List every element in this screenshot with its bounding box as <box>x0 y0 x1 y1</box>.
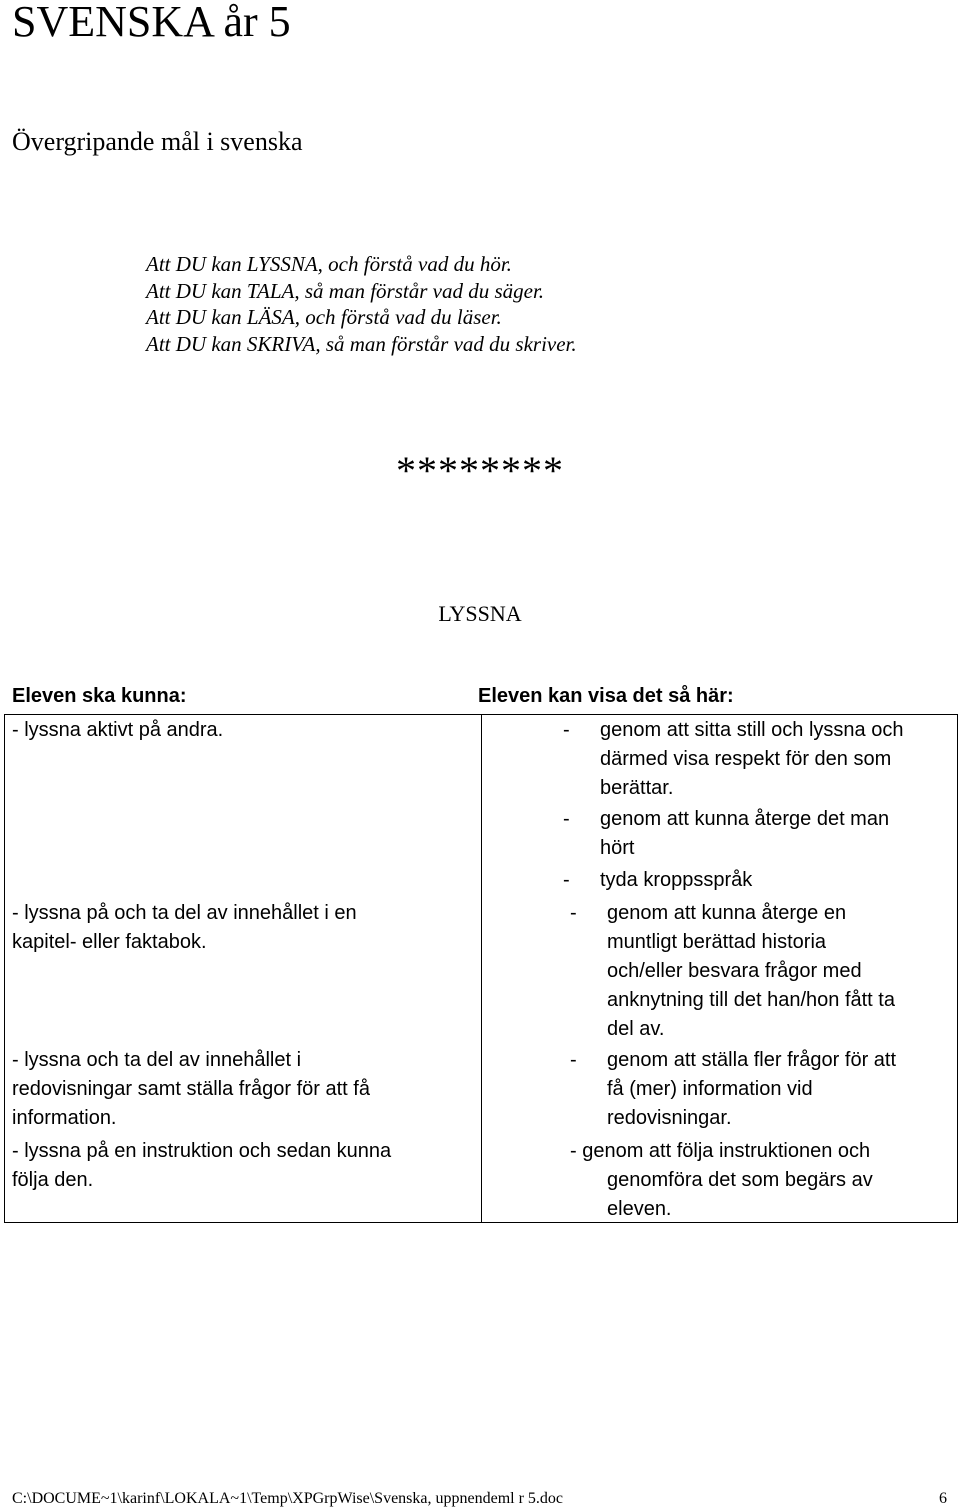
table-left-cell: - lyssna aktivt på andra. <box>12 719 224 741</box>
document-subtitle: Övergripande mål i svenska <box>12 127 303 156</box>
separator-stars: ******** <box>396 448 564 493</box>
goal-read: Att DU kan LÄSA, och förstå vad du läser. <box>146 305 502 330</box>
column-header-right: Eleven kan visa det så här: <box>478 685 734 707</box>
document-title: SVENSKA år 5 <box>12 0 291 46</box>
goal-write: Att DU kan SKRIVA, så man förstår vad du skriver. <box>146 332 577 357</box>
goal-speak: Att DU kan TALA, så man förstår vad du säger. <box>146 278 545 303</box>
table-left-cell: - lyssna och ta del av innehållet i redovisningar samt ställa frågor för att få information. <box>12 1049 370 1129</box>
footer-file-path: C:\DOCUME~1\karinf\LOKALA~1\Temp\XPGrpWise\Svenska, uppnendeml r 5.doc <box>12 1490 564 1507</box>
footer-page-number: 6 <box>939 1490 947 1507</box>
goals-list <box>146 251 577 358</box>
table-left-cell: - lyssna på och ta del av innehållet i en kapitel- eller faktabok. <box>12 902 357 953</box>
section-title: LYSSNA <box>438 601 522 626</box>
goals-table: - lyssna aktivt på andra. - lyssna på och ta del av innehållet i en kapitel- eller faktabok. - lyssna och ta del av innehållet i redovisningar samt ställa frågor för att få information. - lyssna på en instruktion och sedan kunna följa den. - genom att sitta still och lyssna och därmed visa respekt för den som berättar. - genom att kunna återge det man hört - tyda kroppsspråk - genom att kunna återge en muntligt berättad historia och/eller besvara frågor med anknytning till det han/hon fått ta del av. - genom att ställa fler frågor för att få (mer) information vid redovisningar. - genom att följa instruktionen och genomföra det som begärs av eleven. <box>4 714 958 1223</box>
table-divider <box>481 715 482 1222</box>
goal-listen: Att DU kan LYSSNA, och förstå vad du hör. <box>146 252 512 276</box>
column-header-left: Eleven ska kunna: <box>12 685 187 707</box>
table-left-cell: - lyssna på en instruktion och sedan kunna följa den. <box>12 1140 392 1191</box>
